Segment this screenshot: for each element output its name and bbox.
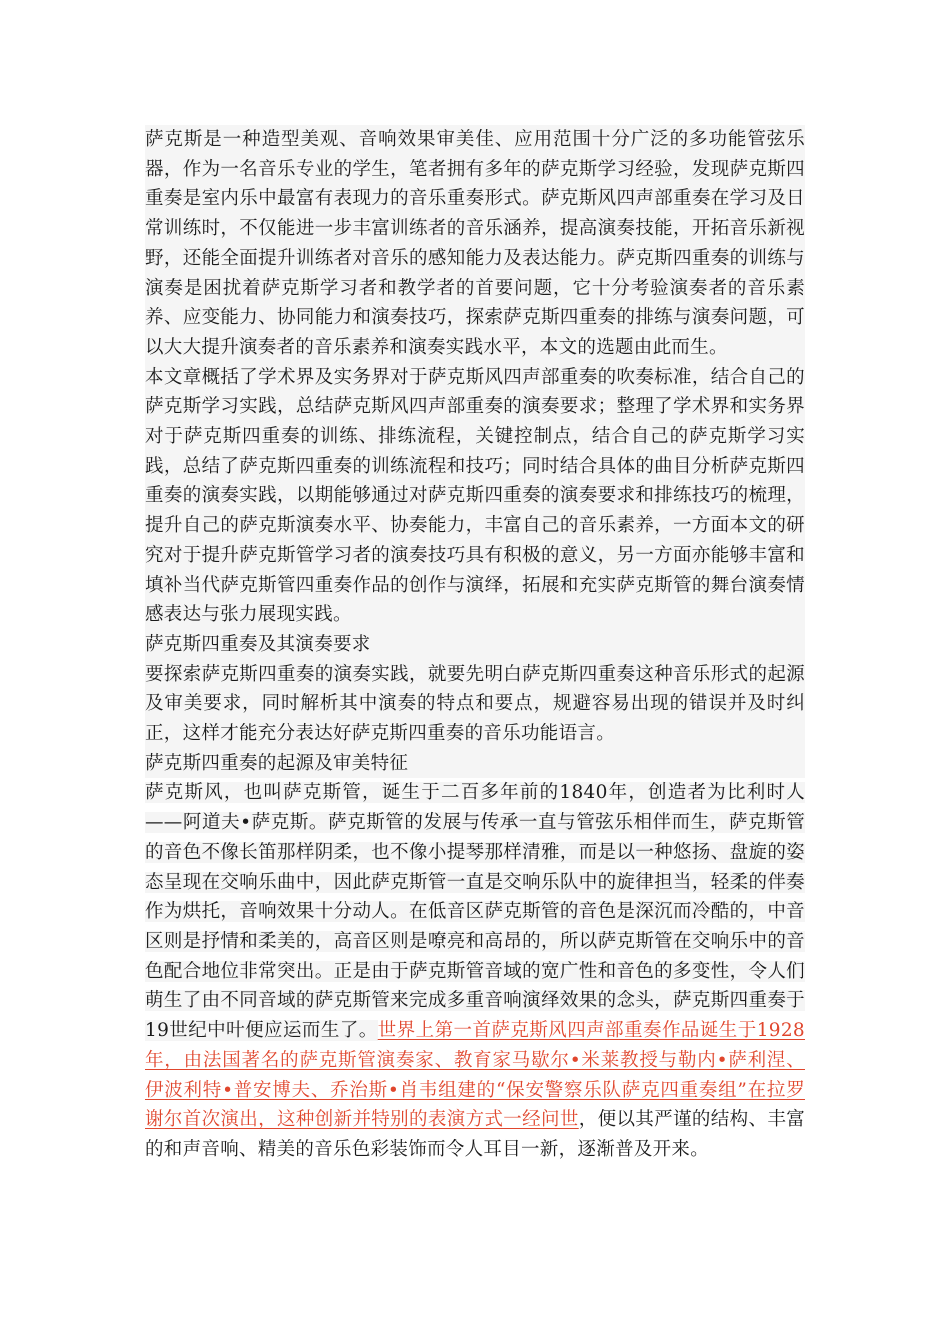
- intro-paragraph: 萨克斯是一种造型美观、音响效果审美佳、应用范围十分广泛的多功能管弦乐器，作为一名音乐专业的学生，笔者拥有多年的萨克斯学习经验，发现萨克斯四重奏是室内乐中最富有表现力的音乐重奏形式。萨克斯风四声部重奏在学习及日常训练时，不仅能进一步丰富训练者的音乐涵养，提高演奏技能，开拓音乐新视野，还能全面提升训练者对音乐的感知能力及表达能力。萨克斯四重奏的训练与演奏是困扰着萨克斯学习者和教学者的首要问题，它十分考验演奏者的音乐素养、应变能力、协同能力和演奏技巧，探索萨克斯四重奏的排练与演奏问题，可以大大提升演奏者的音乐素养和演奏实践水平，本文的选题由此而生。: [145, 125, 805, 363]
- origin-paragraph: [145, 778, 805, 1164]
- origin-text-part2: ，便以其严谨的结构、丰富的和声音响、精美的音乐色彩装饰而令人耳目一新，逐渐普及开来。: [145, 1109, 805, 1160]
- origin-text-part1: 萨克斯风，也叫萨克斯管，诞生于二百多年前的1840年，创造者为比利时人——阿道夫•萨克斯。萨克斯管的发展与传承一直与管弦乐相伴而生，萨克斯管的音色不像长笛那样阴柔，也不像小提琴那样清雅，而是以一种悠扬、盘旋的姿态呈现在交响乐曲中，因此萨克斯管一直是交响乐队中的旋律担当，轻柔的伴奏作为烘托，音响效果十分动人。在低音区萨克斯管的音色是深沉而冷酷的，中音区则是抒情和柔美的，高音区则是嘹亮和高昂的，所以萨克斯管在交响乐中的音色配合地位非常突出。正是由于萨克斯管音域的宽广性和音色的多变性，令人们萌生了由不同音域的萨克斯管来完成多重音响演绎效果的念头，萨克斯四重奏于19世纪中叶便应运而生了。: [145, 782, 805, 1042]
- section-heading-origin: 萨克斯四重奏的起源及审美特征: [145, 749, 805, 779]
- section-heading-quartet-requirements: 萨克斯四重奏及其演奏要求: [145, 630, 805, 660]
- section-intro-paragraph: 要探索萨克斯四重奏的演奏实践，就要先明白萨克斯四重奏这种音乐形式的起源及审美要求，同时解析其中演奏的特点和要点，规避容易出现的错误并及时纠正，这样才能充分表达好萨克斯四重奏的音乐功能语言。: [145, 660, 805, 749]
- highlighted-history-text: 世界上第一首萨克斯风四声部重奏作品诞生于1928年，由法国著名的萨克斯管演奏家、教育家马歇尔•米莱教授与勒内•萨利涅、伊波利特•普安博夫、乔治斯•肖韦组建的“保安警察乐队萨克四重奏组”在拉罗谢尔首次演出，这种创新并特别的表演方式一经问世: [145, 1020, 805, 1131]
- document-page: [145, 125, 805, 1165]
- summary-paragraph: 本文章概括了学术界及实务界对于萨克斯风四声部重奏的吹奏标准，结合自己的萨克斯学习实践，总结萨克斯风四声部重奏的演奏要求；整理了学术界和实务界对于萨克斯四重奏的训练、排练流程，关键控制点，结合自己的萨克斯学习实践，总结了萨克斯四重奏的训练流程和技巧；同时结合具体的曲目分析萨克斯四重奏的演奏实践，以期能够通过对萨克斯四重奏的演奏要求和排练技巧的梳理，提升自己的萨克斯演奏水平、协奏能力，丰富自己的音乐素养，一方面本文的研究对于提升萨克斯管学习者的演奏技巧具有积极的意义，另一方面亦能够丰富和填补当代萨克斯管四重奏作品的创作与演绎，拓展和充实萨克斯管的舞台演奏情感表达与张力展现实践。: [145, 363, 805, 630]
